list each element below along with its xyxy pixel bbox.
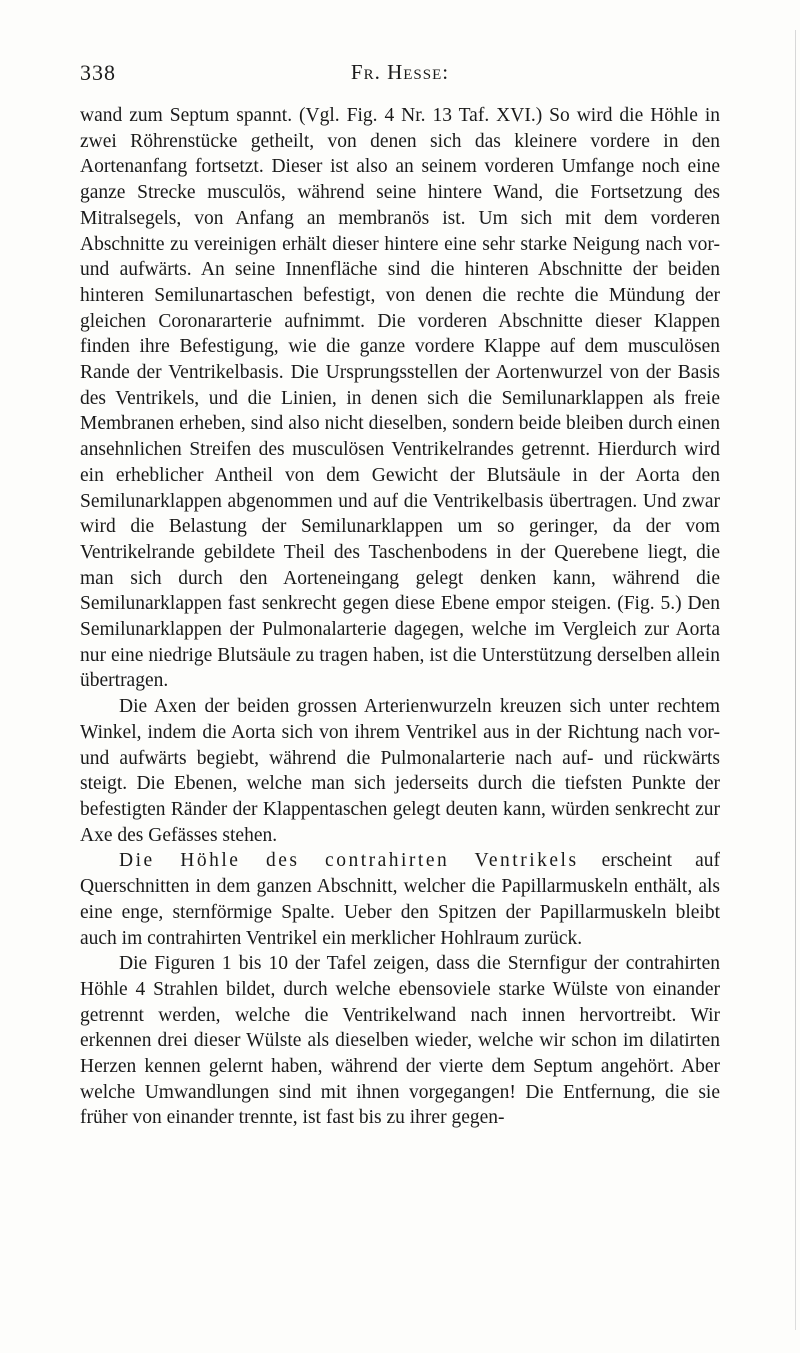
emphasized-heading: Die Höhle des contrahirten Ventrikels xyxy=(119,850,579,872)
author-name: Fr. Hesse: xyxy=(350,60,450,84)
paragraph-3 xyxy=(80,848,720,951)
page-header xyxy=(80,60,720,90)
running-head xyxy=(80,60,720,85)
paragraph-1: wand zum Septum spannt. (Vgl. Fig. 4 Nr. 13 Taf. XVI.) So wird die Höhle in zwei Röhrenstücke getheilt, von denen sich das kleinere vordere in den Aortenanfang fortsetzt. Dieser ist also an seinem vorderen Umfange noch eine ganze Strecke musculös, während seine hintere Wand, die Fortsetzung des Mitralsegels, von Anfang an membranös ist. Um sich mit dem vorderen Abschnitte zu vereinigen erhält dieser hintere eine sehr starke Neigung nach vor- und aufwärts. An seine Innenfläche sind die hinteren Abschnitte der beiden hinteren Semilunartaschen befestigt, von denen die rechte die Mündung der gleichen Coronararterie aufnimmt. Die vorderen Abschnitte dieser Klappen finden ihre Befestigung, wie die ganze vordere Klappe auf dem musculösen Rande der Ventrikelbasis. Die Ursprungsstellen der Aortenwurzel von der Basis des Ventrikels, und die Linien, in denen sich die Semilunarklappen als freie Membranen erheben, sind also nicht dieselben, sondern beide bleiben durch einen ansehnlichen Streifen des musculösen Ventrikelrandes getrennt. Hierdurch wird ein erheblicher Antheil von dem Gewicht der Blutsäule in der Aorta den Semilunarklappen abgenommen und auf die Ventrikelbasis übertragen. Und zwar wird die Belastung der Semilunarklappen um so geringer, da der vom Ventrikelrande gebildete Theil des Taschenbodens in der Querebene liegt, die man sich durch den Aorteneingang gelegt denken kann, während die Semilunarklappen fast senkrecht gegen diese Ebene empor steigen. (Fig. 5.) Den Semilunarklappen der Pulmonalarterie dagegen, welche im Vergleich zur Aorta nur eine niedrige Blutsäule zu tragen haben, ist die Unterstützung derselben allein übertragen. xyxy=(80,105,720,692)
body-text xyxy=(80,103,720,1131)
page-edge xyxy=(795,30,796,1330)
page-number: 338 xyxy=(80,60,116,85)
paragraph-2: Die Axen der beiden grossen Arterienwurzeln kreuzen sich unter rechtem Winkel, indem die Aorta sich von ihrem Ventrikel aus in der Richtung nach vor- und aufwärts begiebt, während die Pulmonalarterie nach auf- und rückwärts steigt. Die Ebenen, welche man sich jederseits durch die tiefsten Punkte der befestigten Ränder der Klappentaschen gelegt deuten kann, würden senkrecht zur Axe des Gefässes stehen. xyxy=(80,696,720,846)
paragraph-3-text: erscheint auf Querschnitten in dem ganzen Abschnitt, welcher die Papillarmuskeln enthält, als eine enge, sternförmige Spalte. Ueber den Spitzen der Papillarmuskeln bleibt auch im contrahirten Ventrikel ein merklicher Hohlraum zurück. xyxy=(80,850,720,949)
paragraph-4: Die Figuren 1 bis 10 der Tafel zeigen, dass die Sternfigur der contrahirten Höhle 4 Strahlen bildet, durch welche ebensoviele starke Wülste von einander getrennt werden, welche die Ventrikelwand nach innen hervortreibt. Wir erkennen drei dieser Wülste als dieselben wieder, welche wir schon im dilatirten Herzen kennen gelernt haben, während der vierte dem Septum angehört. Aber welche Umwandlungen sind mit ihnen vorgegangen! Die Entfernung, die sie früher von einander trennte, ist fast bis zu ihrer gegen- xyxy=(80,953,720,1129)
